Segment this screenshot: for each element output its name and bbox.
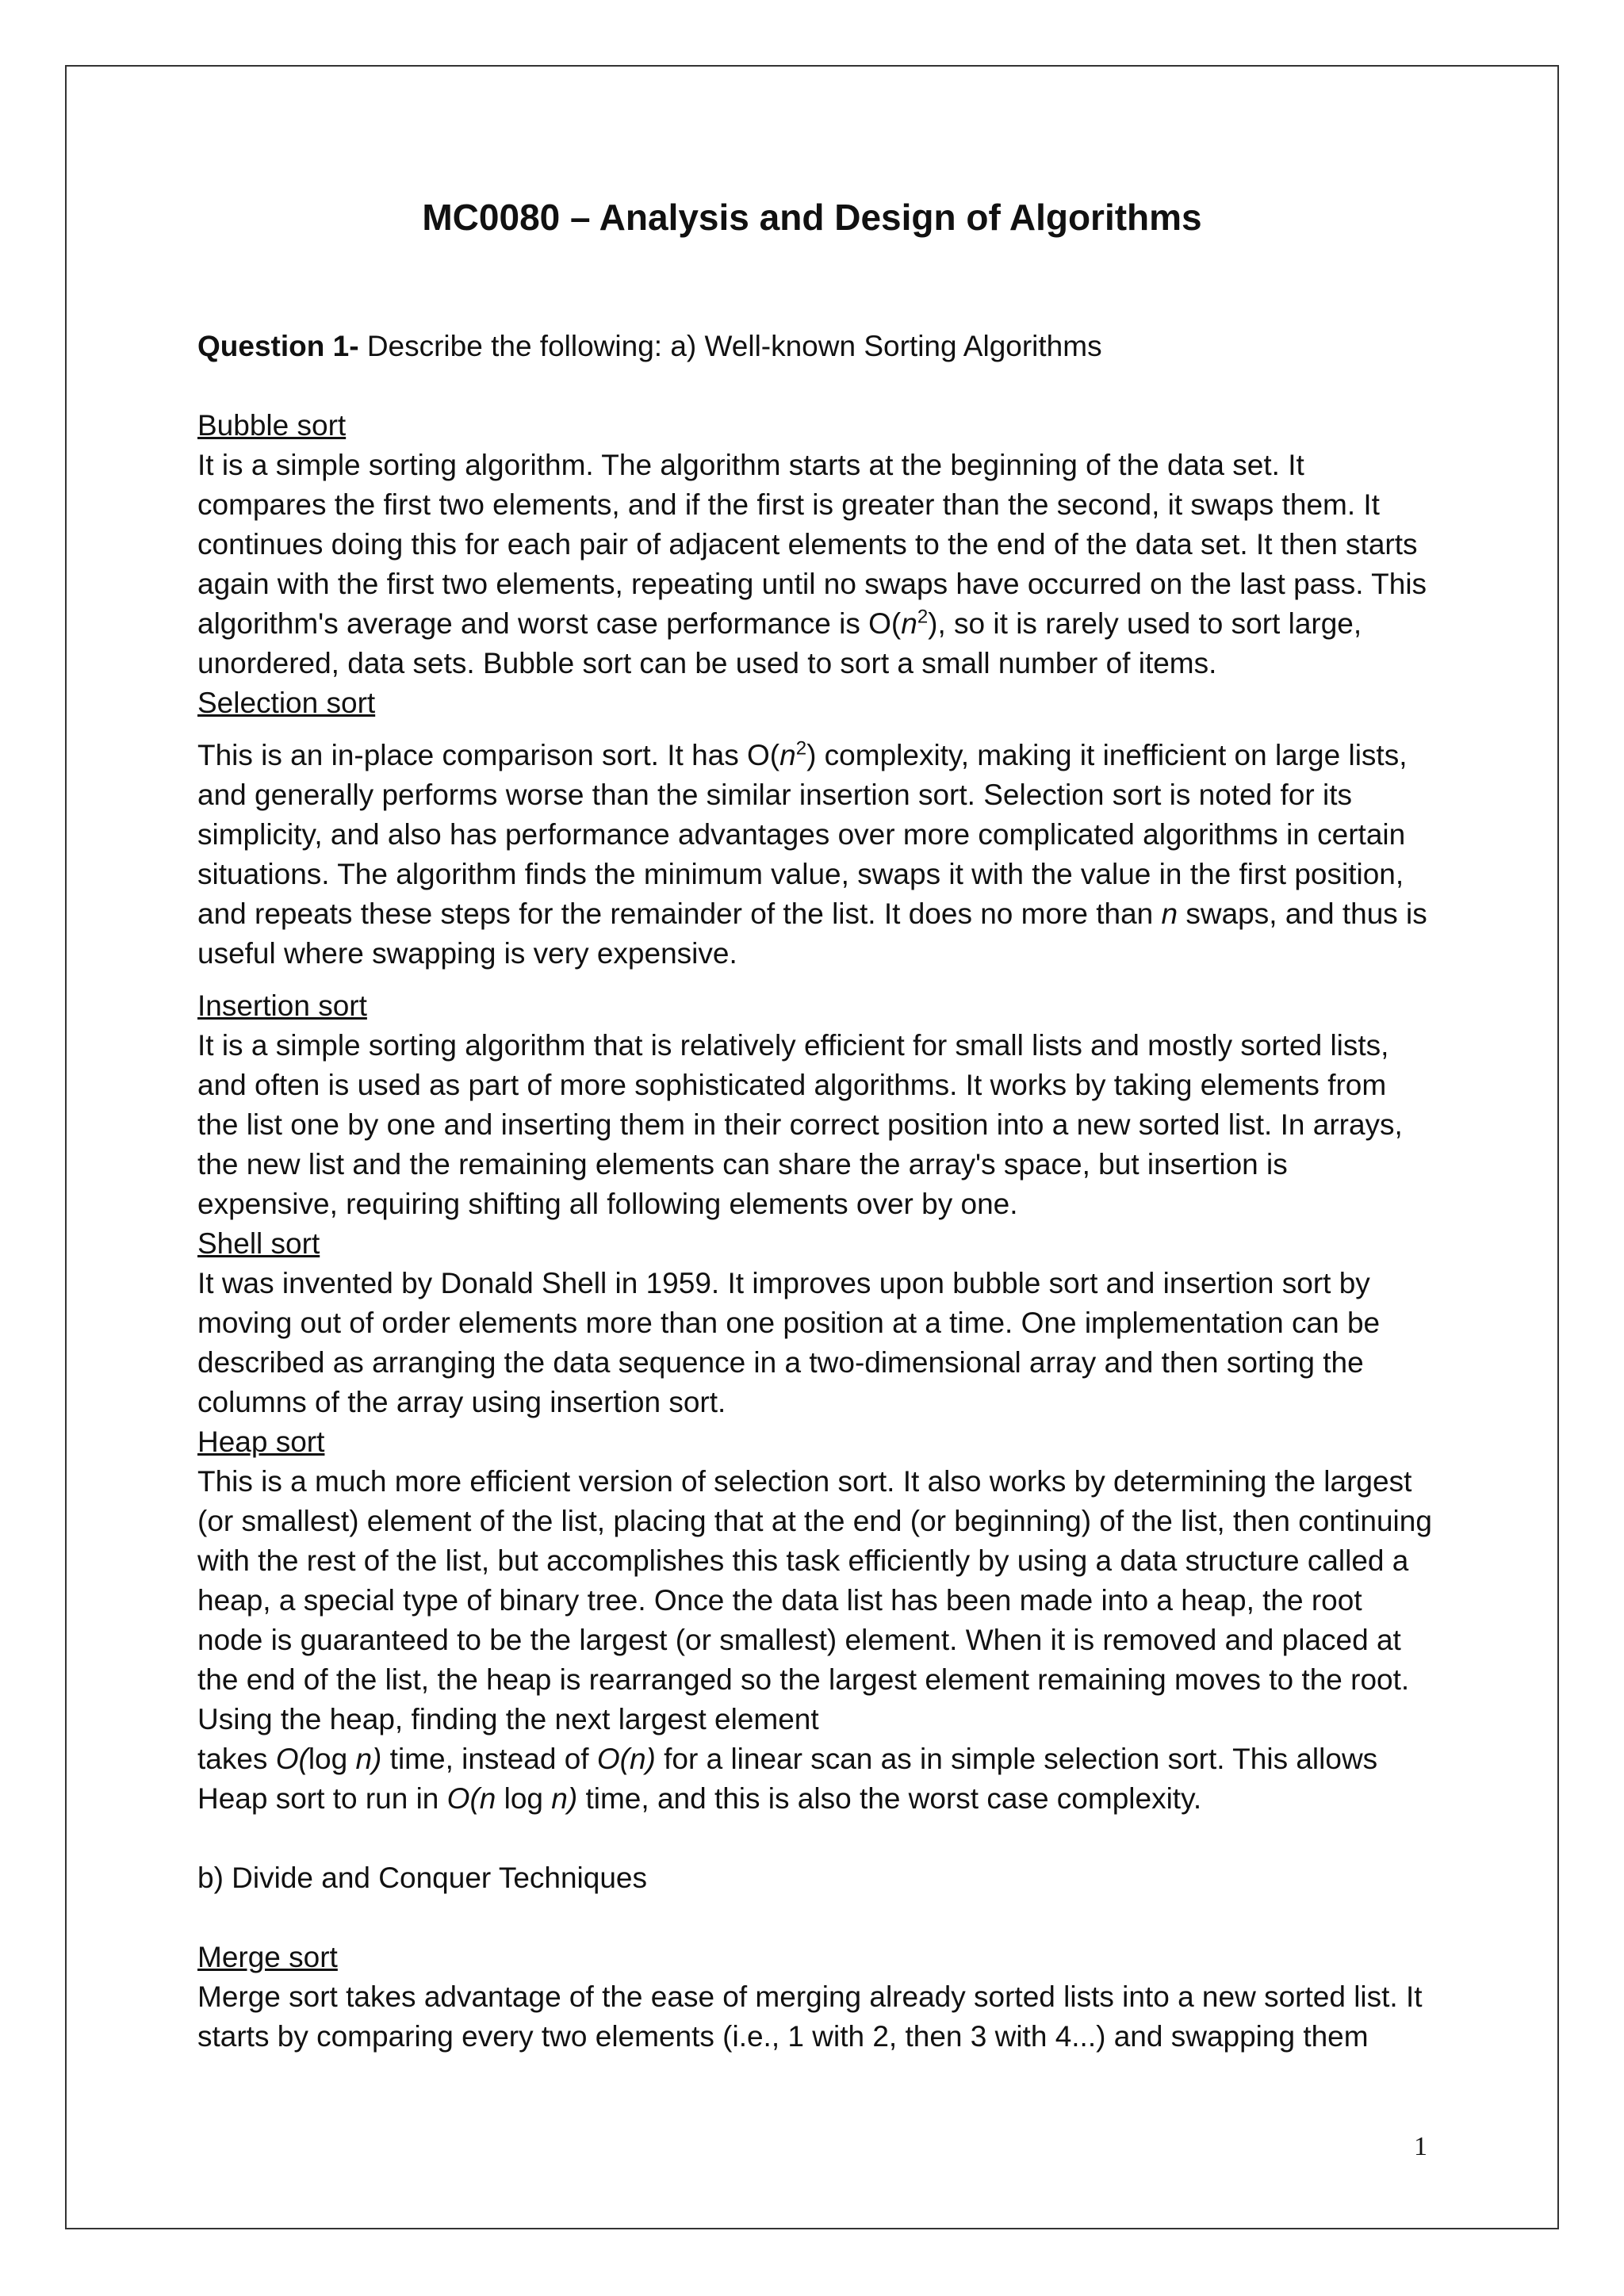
- heap-o-nlogn-open: O(n: [446, 1782, 496, 1815]
- selection-exponent: 2: [795, 737, 807, 760]
- heap-o-log-close: n): [355, 1743, 382, 1775]
- selection-text-3: swaps, and thus is useful where swapping is very expensive.: [197, 897, 1427, 970]
- heap-o-nlogn-close: n): [551, 1782, 578, 1815]
- selection-text-1: This is an in-place comparison sort. It has O(: [197, 739, 780, 771]
- part-b-heading: b) Divide and Conquer Techniques: [197, 1862, 648, 1894]
- selection-text-2: ) complexity, making it inefficient on large lists, and generally performs worse than the similar insertion sort. Selection sort is noted for its simplicity, and also has performance advantages over more complicated algorithms in certain situations. The algorithm finds the minimum value, swaps it with the value in the first position, and repeats these steps for the remainder of the list. It does no more than: [197, 739, 1408, 930]
- bubble-n: n: [901, 607, 917, 640]
- heading-insertion-sort: Insertion sort: [197, 989, 367, 1022]
- paragraph-bubble-sort: [197, 446, 1434, 683]
- question-label: Question 1-: [197, 330, 359, 362]
- heap-text-a: takes: [197, 1743, 276, 1775]
- paragraph-merge-sort: Merge sort takes advantage of the ease of merging already sorted lists into a new sorted list. It starts by comparing every two elements (i.e., 1 with 2, then 3 with 4...) and swapping them: [197, 1980, 1423, 2053]
- heap-text-d: time, and this is also the worst case complexity.: [577, 1782, 1202, 1815]
- heading-merge-sort: Merge sort: [197, 1941, 338, 1973]
- paragraph-selection-sort: [197, 736, 1434, 974]
- heap-text-c: for a linear scan as in simple selection sort. This allows Heap sort to run in: [197, 1743, 1378, 1815]
- page-number: 1: [1414, 2132, 1427, 2161]
- heap-o-n: O(n): [596, 1743, 656, 1775]
- question-1: [197, 327, 1434, 366]
- heading-bubble-sort: Bubble sort: [197, 409, 347, 442]
- paragraph-heap-sort-1: This is a much more efficient version of selection sort. It also works by determining the largest (or smallest) element of the list, placing that at the end (or beginning) of the list, then continuing with the rest of the list, but accomplishes this task efficiently by using a data structure called a heap, a special type of binary tree. Once the data list has been made into a heap, the root node is guaranteed to be the largest (or smallest) element. When it is removed and placed at the end of the list, the heap is rearranged so the largest element remaining moves to the root. Using the heap, finding the next largest element: [197, 1465, 1432, 1735]
- document-title: MC0080 – Analysis and Design of Algorithms: [422, 197, 1202, 238]
- question-text: Describe the following: a) Well-known Sorting Algorithms: [366, 330, 1102, 362]
- bubble-text-1: It is a simple sorting algorithm. The algorithm starts at the beginning of the data set. It compares the first two elements, and if the first is greater than the second, it swaps them. It continues doing this for each pair of adjacent elements to the end of the data set. It then starts again with the first two elements, repeating until no swaps have occurred on the last pass. This algorithm's average and worst case performance is O(: [197, 449, 1427, 640]
- bubble-text-2: ), so it is rarely used to sort large, unordered, data sets. Bubble sort can be used to sort a small number of items.: [197, 607, 1362, 679]
- selection-n-swaps: n: [1161, 897, 1178, 930]
- bubble-exponent: 2: [917, 606, 929, 628]
- heading-shell-sort: Shell sort: [197, 1227, 320, 1260]
- selection-n: n: [779, 739, 796, 771]
- paragraph-heap-sort-2: [197, 1739, 1434, 1819]
- heading-heap-sort: Heap sort: [197, 1425, 325, 1458]
- heap-text-b: time, instead of: [381, 1743, 597, 1775]
- paragraph-insertion-sort: It is a simple sorting algorithm that is relatively efficient for small lists and mostly sorted lists, and often is used as part of more sophisticated algorithms. It works by taking elements from the list one by one and inserting them in their correct position into a new sorted list. In arrays, the new list and the remaining elements can share the array's space, but insertion is expensive, requiring shifting all following elements over by one.: [197, 1029, 1403, 1220]
- paragraph-shell-sort: It was invented by Donald Shell in 1959. It improves upon bubble sort and insertion sort by moving out of order elements more than one position at a time. One implementation can be described as arranging the data sequence in a two-dimensional array and then sorting the columns of the array using insertion sort.: [197, 1267, 1381, 1418]
- document-body: [197, 327, 1434, 2057]
- heap-log-1: log: [308, 1743, 356, 1775]
- heap-o-log-open: O(: [275, 1743, 308, 1775]
- heap-log-2: log: [496, 1782, 552, 1815]
- heading-selection-sort: Selection sort: [197, 687, 376, 719]
